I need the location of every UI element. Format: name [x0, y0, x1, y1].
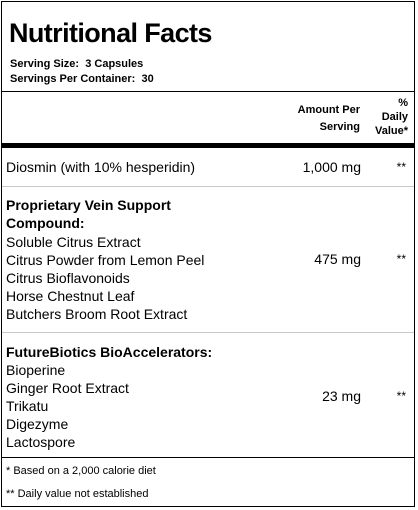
ingredient-name: Ginger Root Extract: [6, 380, 129, 396]
amount-header-line: Amount Per: [297, 104, 360, 116]
ingredient-amount: 23 mg: [322, 388, 361, 404]
ingredient-name: Citrus Bioflavonoids: [6, 270, 130, 286]
dv-header-line: Value*: [374, 125, 408, 137]
serving-size: [10, 58, 143, 71]
servings-per-container-label: Servings Per Container:: [10, 73, 136, 85]
panel-title: Nutritional Facts: [9, 18, 212, 48]
ingredient-daily-value: **: [396, 389, 406, 403]
amount-header-line: Serving: [319, 121, 360, 133]
serving-size-label: Serving Size:: [10, 58, 80, 70]
servings-per-container: [10, 73, 154, 86]
ingredient-name: Diosmin (with 10% hesperidin): [6, 159, 196, 175]
ingredient-name: Lactospore: [6, 434, 76, 450]
ingredient-group-heading: FutureBiotics BioAccelerators:: [6, 344, 213, 360]
footnote-divider: [2, 457, 414, 458]
dv-header-line: Daily: [381, 111, 408, 123]
ingredient-amount: 1,000 mg: [302, 159, 361, 175]
amount-per-serving-header: [270, 102, 360, 136]
calorie-footnote: * Based on a 2,000 calorie diet: [6, 465, 156, 477]
ingredient-name: Digezyme: [6, 416, 69, 432]
row-divider: [2, 186, 414, 187]
ingredient-daily-value: **: [396, 160, 406, 174]
ingredient-daily-value: **: [396, 252, 406, 266]
ingredient-name: Bioperine: [6, 362, 66, 378]
ingredient-name: Trikatu: [6, 398, 49, 414]
ingredient-name: Butchers Broom Root Extract: [6, 306, 188, 322]
ingredient-name: Horse Chestnut Leaf: [6, 288, 135, 304]
daily-value-footnote: ** Daily value not established: [6, 488, 149, 500]
ingredient-amount: 475 mg: [314, 251, 361, 267]
row-divider: [2, 332, 414, 333]
ingredient-group-heading: Compound:: [6, 215, 85, 231]
daily-value-header: [368, 96, 408, 138]
ingredient-group-heading: Proprietary Vein Support: [6, 197, 171, 213]
dv-header-line: %: [398, 97, 408, 109]
ingredient-name: Citrus Powder from Lemon Peel: [6, 252, 205, 268]
servings-per-container-value: 30: [141, 73, 154, 85]
serving-size-value: 3 Capsules: [85, 58, 144, 70]
ingredient-name: Soluble Citrus Extract: [6, 234, 141, 250]
header-divider: [2, 91, 414, 92]
thick-divider: [2, 143, 414, 148]
nutrition-facts-panel: [1, 1, 415, 507]
